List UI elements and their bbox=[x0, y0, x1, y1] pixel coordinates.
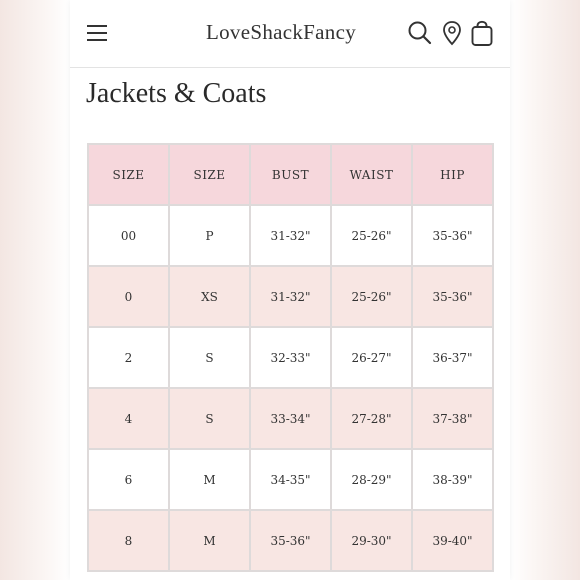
shopping-bag-icon[interactable] bbox=[470, 20, 494, 51]
table-cell: M bbox=[169, 449, 250, 510]
site-header bbox=[70, 0, 510, 68]
column-header-bust: BUST bbox=[250, 144, 331, 205]
table-cell: 29-30" bbox=[331, 510, 412, 571]
table-cell: 37-38" bbox=[412, 388, 493, 449]
table-cell: 38-39" bbox=[412, 449, 493, 510]
table-cell: P bbox=[169, 205, 250, 266]
table-cell: 28-29" bbox=[331, 449, 412, 510]
column-header-hip: HIP bbox=[412, 144, 493, 205]
table-cell: S bbox=[169, 327, 250, 388]
table-row bbox=[88, 205, 493, 266]
table-cell: 25-26" bbox=[331, 266, 412, 327]
table-cell: 6 bbox=[88, 449, 169, 510]
table-row bbox=[88, 327, 493, 388]
page-container bbox=[70, 0, 510, 580]
table-cell: 39-40" bbox=[412, 510, 493, 571]
column-header-size: SIZE bbox=[88, 144, 169, 205]
table-cell: M bbox=[169, 510, 250, 571]
table-cell: 33-34" bbox=[250, 388, 331, 449]
table-cell: 36-37" bbox=[412, 327, 493, 388]
table-header-row bbox=[88, 144, 493, 205]
table-row bbox=[88, 266, 493, 327]
table-cell: 35-36" bbox=[412, 266, 493, 327]
search-icon[interactable] bbox=[407, 20, 433, 50]
table-row bbox=[88, 388, 493, 449]
table-cell: 27-28" bbox=[331, 388, 412, 449]
table-cell: 25-26" bbox=[331, 205, 412, 266]
column-header-waist: WAIST bbox=[331, 144, 412, 205]
table-row bbox=[88, 449, 493, 510]
size-table bbox=[87, 143, 494, 572]
hamburger-menu-icon[interactable] bbox=[87, 25, 107, 43]
table-cell: 35-36" bbox=[412, 205, 493, 266]
table-cell: 4 bbox=[88, 388, 169, 449]
table-cell: 2 bbox=[88, 327, 169, 388]
column-header-size-letter: SIZE bbox=[169, 144, 250, 205]
page-title: Jackets & Coats bbox=[86, 78, 267, 109]
table-cell: S bbox=[169, 388, 250, 449]
size-chart bbox=[87, 143, 494, 572]
table-cell: 31-32" bbox=[250, 205, 331, 266]
table-cell: 8 bbox=[88, 510, 169, 571]
table-cell: 35-36" bbox=[250, 510, 331, 571]
table-cell: 31-32" bbox=[250, 266, 331, 327]
table-row bbox=[88, 510, 493, 571]
location-pin-icon[interactable] bbox=[442, 20, 462, 50]
brand-logo[interactable]: LoveShackFancy bbox=[206, 20, 356, 44]
table-cell: 32-33" bbox=[250, 327, 331, 388]
table-cell: XS bbox=[169, 266, 250, 327]
table-cell: 0 bbox=[88, 266, 169, 327]
table-cell: 26-27" bbox=[331, 327, 412, 388]
table-cell: 00 bbox=[88, 205, 169, 266]
table-cell: 34-35" bbox=[250, 449, 331, 510]
